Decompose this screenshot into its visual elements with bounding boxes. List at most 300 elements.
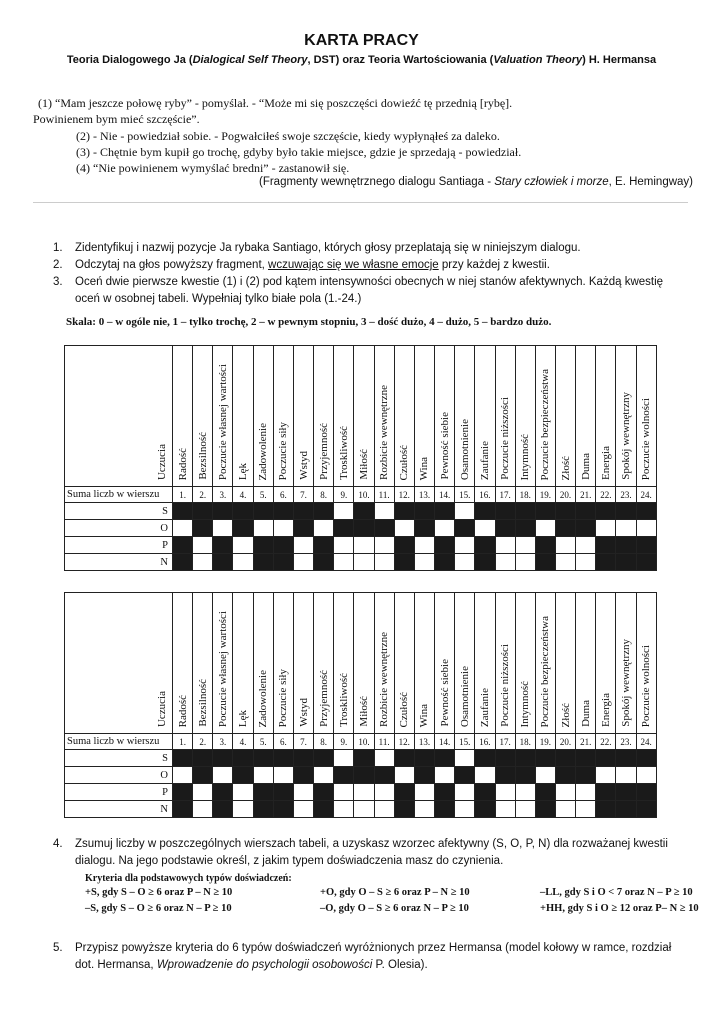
rating-cell[interactable]: [374, 537, 394, 554]
feeling-header: Intymność: [515, 593, 535, 734]
shaded-cell: [535, 750, 555, 767]
shaded-cell: [273, 784, 293, 801]
rating-cell[interactable]: [495, 537, 515, 554]
item-number: 3.: [213, 487, 233, 503]
item-number: 14.: [435, 487, 455, 503]
rating-cell[interactable]: [334, 801, 354, 818]
quote-line-4: (3) - Chętnie bym kupił go trochę, gdyby było takie miejsce, gdzie je sprzedają - powiedział.: [76, 145, 522, 159]
rating-cell[interactable]: [334, 537, 354, 554]
feeling-header: Spokój wewnętrzny: [616, 593, 636, 734]
rating-cell[interactable]: [455, 537, 475, 554]
rating-cell[interactable]: [576, 801, 596, 818]
shaded-cell: [394, 537, 414, 554]
feeling-header: Zaufanie: [475, 593, 495, 734]
shaded-cell: [213, 801, 233, 818]
shaded-cell: [435, 554, 455, 571]
rating-cell[interactable]: [334, 503, 354, 520]
feeling-header: Wina: [414, 593, 434, 734]
rating-cell[interactable]: [193, 784, 213, 801]
item-number: 20.: [555, 487, 575, 503]
feeling-header: Poczucie siły: [273, 346, 293, 487]
page-subtitle: Teoria Dialogowego Ja (Dialogical Self Theory, DST) oraz Teoria Wartościowania (Valuation Theory) H. Hermansa: [66, 54, 657, 66]
shaded-cell: [314, 554, 334, 571]
item-number: 4.: [233, 734, 253, 750]
feeling-header: Zadowolenie: [253, 593, 273, 734]
shaded-cell: [576, 767, 596, 784]
feeling-header: Złość: [555, 593, 575, 734]
shaded-cell: [314, 537, 334, 554]
rating-cell[interactable]: [414, 801, 434, 818]
criteria-col-3: –LL, gdy S i O < 7 oraz N – P ≥ 10 +HH, gdy S i O ≥ 12 oraz P– N ≥ 10: [540, 887, 699, 914]
item-number: 24.: [636, 734, 656, 750]
row-label-O: O: [65, 767, 173, 784]
feeling-header: Miłość: [354, 593, 374, 734]
shaded-cell: [455, 520, 475, 537]
shaded-cell: [555, 503, 575, 520]
shaded-cell: [515, 503, 535, 520]
rating-cell[interactable]: [394, 520, 414, 537]
shaded-cell: [253, 503, 273, 520]
feeling-header: Miłość: [354, 346, 374, 487]
rating-cell[interactable]: [334, 784, 354, 801]
shaded-cell: [475, 750, 495, 767]
row-label-N: N: [65, 801, 173, 818]
rating-cell[interactable]: [596, 767, 616, 784]
shaded-cell: [435, 537, 455, 554]
rating-cell[interactable]: [636, 520, 656, 537]
quote-source: (Fragmenty wewnętrznego dialogu Santiaga - Stary człowiek i morze, E. Hemingway): [259, 176, 693, 188]
shaded-cell: [414, 750, 434, 767]
rating-cell[interactable]: [374, 801, 394, 818]
shaded-cell: [455, 767, 475, 784]
sum-label: Suma liczb w wierszu: [65, 734, 173, 750]
rating-cell[interactable]: [515, 784, 535, 801]
item-number: 2.: [193, 734, 213, 750]
feeling-header: Rozbicie wewnętrzne: [374, 346, 394, 487]
rating-cell[interactable]: [576, 554, 596, 571]
shaded-cell: [173, 554, 193, 571]
feeling-header: Troskliwość: [334, 593, 354, 734]
rating-cell[interactable]: [374, 750, 394, 767]
feeling-header: Poczucie niższości: [495, 593, 515, 734]
feeling-header: Osamotnienie: [455, 346, 475, 487]
rating-cell[interactable]: [293, 537, 313, 554]
quote-line-3: (2) - Nie - powiedział sobie. - Pogwałciłeś swoje szczęście, kiedy wypłynąłeś za daleko.: [76, 129, 500, 143]
item-number: 18.: [515, 487, 535, 503]
rating-cell[interactable]: [495, 784, 515, 801]
shaded-cell: [253, 537, 273, 554]
shaded-cell: [596, 537, 616, 554]
shaded-cell: [555, 767, 575, 784]
feeling-header: Wstyd: [293, 346, 313, 487]
rating-cell[interactable]: [576, 784, 596, 801]
rating-cell[interactable]: [414, 537, 434, 554]
feeling-header: Rozbicie wewnętrzne: [374, 593, 394, 734]
item-number: 18.: [515, 734, 535, 750]
row-label-N: N: [65, 554, 173, 571]
item-number: 20.: [555, 734, 575, 750]
item-number: 14.: [435, 734, 455, 750]
feeling-header: Lęk: [233, 593, 253, 734]
feeling-header: Energia: [596, 346, 616, 487]
shaded-cell: [495, 520, 515, 537]
feeling-header: Poczucie siły: [273, 593, 293, 734]
feeling-header: Poczucie niższości: [495, 346, 515, 487]
shaded-cell: [354, 520, 374, 537]
shaded-cell: [475, 537, 495, 554]
shaded-cell: [475, 503, 495, 520]
item-number: 12.: [394, 487, 414, 503]
rating-cell[interactable]: [555, 784, 575, 801]
scale-legend: Skala: 0 – w ogóle nie, 1 – tylko trochę, 2 – w pewnym stopniu, 3 – dość dużo, 4 – dużo, 5 – bardzo dużo.: [66, 316, 552, 328]
rating-cell[interactable]: [374, 784, 394, 801]
item-number: 1.: [173, 734, 193, 750]
rating-cell[interactable]: [374, 554, 394, 571]
shaded-cell: [273, 801, 293, 818]
item-number: 8.: [314, 734, 334, 750]
rating-cell[interactable]: [233, 554, 253, 571]
feeling-header: Poczucie własnej wartości: [213, 346, 233, 487]
rating-cell[interactable]: [314, 767, 334, 784]
rating-cell[interactable]: [414, 784, 434, 801]
shaded-cell: [535, 784, 555, 801]
shaded-cell: [535, 801, 555, 818]
row-label-O: O: [65, 520, 173, 537]
shaded-cell: [173, 784, 193, 801]
feeling-header: Złość: [555, 346, 575, 487]
shaded-cell: [555, 520, 575, 537]
rating-cell[interactable]: [435, 520, 455, 537]
feeling-header: Wina: [414, 346, 434, 487]
item-number: 5.: [253, 487, 273, 503]
item-number: 13.: [414, 734, 434, 750]
shaded-cell: [576, 503, 596, 520]
shaded-cell: [636, 784, 656, 801]
shaded-cell: [273, 503, 293, 520]
rating-cell[interactable]: [253, 520, 273, 537]
shaded-cell: [616, 537, 636, 554]
shaded-cell: [253, 784, 273, 801]
shaded-cell: [273, 750, 293, 767]
item-number: 17.: [495, 734, 515, 750]
rating-cell[interactable]: [334, 554, 354, 571]
feeling-header: Poczucie bezpieczeństwa: [535, 593, 555, 734]
rating-cell[interactable]: [213, 767, 233, 784]
shaded-cell: [233, 503, 253, 520]
rating-cell[interactable]: [495, 554, 515, 571]
rating-cell[interactable]: [535, 767, 555, 784]
rating-cell[interactable]: [616, 520, 636, 537]
item-number: 2.: [193, 487, 213, 503]
item-number: 3.: [213, 734, 233, 750]
shaded-cell: [334, 520, 354, 537]
rating-cell[interactable]: [273, 520, 293, 537]
item-number: 13.: [414, 487, 434, 503]
item-number: 15.: [455, 734, 475, 750]
shaded-cell: [616, 784, 636, 801]
shaded-cell: [576, 520, 596, 537]
shaded-cell: [636, 503, 656, 520]
item-number: 9.: [334, 734, 354, 750]
shaded-cell: [314, 750, 334, 767]
feeling-header: Pewność siebie: [435, 346, 455, 487]
shaded-cell: [414, 520, 434, 537]
feeling-header: Przyjemność: [314, 593, 334, 734]
rating-cell[interactable]: [233, 537, 253, 554]
rating-cell[interactable]: [354, 801, 374, 818]
rating-cell[interactable]: [193, 801, 213, 818]
shaded-cell: [414, 503, 434, 520]
feeling-header: Zadowolenie: [253, 346, 273, 487]
shaded-cell: [616, 503, 636, 520]
item-number: 12.: [394, 734, 414, 750]
shaded-cell: [213, 503, 233, 520]
rating-cell[interactable]: [213, 520, 233, 537]
feeling-header: Poczucie bezpieczeństwa: [535, 346, 555, 487]
item-number: 11.: [374, 734, 394, 750]
item-number: 22.: [596, 487, 616, 503]
rating-cell[interactable]: [555, 537, 575, 554]
rating-cell[interactable]: [455, 801, 475, 818]
quote-line-5: (4) “Nie powinienem wymyślać bredni” - zastanowił się.: [76, 161, 350, 175]
feeling-header: Intymność: [515, 346, 535, 487]
shaded-cell: [233, 520, 253, 537]
rating-cell[interactable]: [253, 767, 273, 784]
rating-cell[interactable]: [475, 520, 495, 537]
criteria-heading: Kryteria dla podstawowych typów doświadczeń:: [85, 873, 292, 884]
rating-cell[interactable]: [435, 767, 455, 784]
shaded-cell: [173, 801, 193, 818]
rating-cell[interactable]: [455, 554, 475, 571]
item-number: 10.: [354, 487, 374, 503]
shaded-cell: [515, 767, 535, 784]
shaded-cell: [596, 784, 616, 801]
shaded-cell: [253, 554, 273, 571]
shaded-cell: [495, 750, 515, 767]
feeling-header: Poczucie własnej wartości: [213, 593, 233, 734]
rating-cell[interactable]: [555, 801, 575, 818]
shaded-cell: [535, 554, 555, 571]
shaded-cell: [213, 750, 233, 767]
feeling-header: Przyjemność: [314, 346, 334, 487]
shaded-cell: [636, 537, 656, 554]
rating-cell[interactable]: [515, 537, 535, 554]
rating-cell[interactable]: [173, 767, 193, 784]
item-number: 24.: [636, 487, 656, 503]
shaded-cell: [293, 767, 313, 784]
rating-table-2: [64, 592, 657, 818]
shaded-cell: [636, 750, 656, 767]
shaded-cell: [293, 520, 313, 537]
shaded-cell: [475, 784, 495, 801]
rating-table-1: [64, 345, 657, 571]
feeling-header: Duma: [576, 346, 596, 487]
item-number: 7.: [293, 487, 313, 503]
item-number: 17.: [495, 487, 515, 503]
shaded-cell: [273, 537, 293, 554]
feeling-header: Wstyd: [293, 593, 313, 734]
shaded-cell: [354, 503, 374, 520]
item-number: 4.: [233, 487, 253, 503]
item-number: 5.: [253, 734, 273, 750]
shaded-cell: [596, 801, 616, 818]
shaded-cell: [273, 554, 293, 571]
rating-cell[interactable]: [374, 503, 394, 520]
item-number: 16.: [475, 487, 495, 503]
shaded-cell: [414, 767, 434, 784]
shaded-cell: [515, 750, 535, 767]
rating-cell[interactable]: [596, 520, 616, 537]
shaded-cell: [596, 554, 616, 571]
item-number: 22.: [596, 734, 616, 750]
shaded-cell: [394, 554, 414, 571]
rating-cell[interactable]: [515, 801, 535, 818]
shaded-cell: [636, 554, 656, 571]
criteria-col-2: +O, gdy O – S ≥ 6 oraz P – N ≥ 10 –O, gdy O – S ≥ 6 oraz N – P ≥ 10: [320, 887, 470, 914]
rating-cell[interactable]: [475, 767, 495, 784]
shaded-cell: [213, 537, 233, 554]
shaded-cell: [576, 750, 596, 767]
rating-cell[interactable]: [636, 767, 656, 784]
row-label-S: S: [65, 750, 173, 767]
quote-line-2: Powinienem bym mieć szczęście”.: [33, 112, 200, 126]
row-label-P: P: [65, 784, 173, 801]
shaded-cell: [173, 537, 193, 554]
shaded-cell: [354, 767, 374, 784]
rating-cell[interactable]: [354, 554, 374, 571]
shaded-cell: [535, 503, 555, 520]
item-number: 15.: [455, 487, 475, 503]
feeling-header: Osamotnienie: [455, 593, 475, 734]
rating-cell[interactable]: [193, 537, 213, 554]
shaded-cell: [334, 767, 354, 784]
feeling-header: Poczucie wolności: [636, 346, 656, 487]
divider: [33, 202, 688, 203]
shaded-cell: [535, 537, 555, 554]
row-label-P: P: [65, 537, 173, 554]
shaded-cell: [435, 503, 455, 520]
rating-cell[interactable]: [273, 767, 293, 784]
rating-cell[interactable]: [455, 750, 475, 767]
item-number: 19.: [535, 487, 555, 503]
shaded-cell: [555, 750, 575, 767]
item-number: 16.: [475, 734, 495, 750]
rating-cell[interactable]: [173, 520, 193, 537]
rating-cell[interactable]: [455, 503, 475, 520]
rating-cell[interactable]: [354, 784, 374, 801]
shaded-cell: [314, 801, 334, 818]
item-number: 11.: [374, 487, 394, 503]
shaded-cell: [253, 750, 273, 767]
item-number: 6.: [273, 734, 293, 750]
rating-cell[interactable]: [414, 554, 434, 571]
sum-label: Suma liczb w wierszu: [65, 487, 173, 503]
feeling-header: Lęk: [233, 346, 253, 487]
uczucia-header: Uczucia: [65, 346, 173, 487]
item-number: 8.: [314, 487, 334, 503]
shaded-cell: [193, 750, 213, 767]
feeling-header: Radość: [173, 593, 193, 734]
rating-cell[interactable]: [354, 537, 374, 554]
shaded-cell: [495, 767, 515, 784]
rating-cell[interactable]: [616, 767, 636, 784]
rating-cell[interactable]: [394, 767, 414, 784]
rating-cell[interactable]: [293, 801, 313, 818]
feeling-header: Bezsilność: [193, 346, 213, 487]
shaded-cell: [616, 750, 636, 767]
rating-cell[interactable]: [535, 520, 555, 537]
rating-cell[interactable]: [293, 784, 313, 801]
quote-line-1: (1) “Mam jeszcze połowę ryby” - pomyślał. - “Może mi się poszczęści dowieźć tę przednią [rybę].: [38, 96, 513, 110]
shaded-cell: [314, 503, 334, 520]
rating-cell[interactable]: [233, 801, 253, 818]
rating-cell[interactable]: [334, 750, 354, 767]
shaded-cell: [475, 801, 495, 818]
item-number: 23.: [616, 487, 636, 503]
feeling-header: Pewność siebie: [435, 593, 455, 734]
shaded-cell: [314, 784, 334, 801]
rating-cell[interactable]: [555, 554, 575, 571]
rating-cell[interactable]: [576, 537, 596, 554]
feeling-header: Energia: [596, 593, 616, 734]
feeling-header: Duma: [576, 593, 596, 734]
shaded-cell: [394, 801, 414, 818]
shaded-cell: [173, 750, 193, 767]
rating-cell[interactable]: [233, 784, 253, 801]
rating-cell[interactable]: [314, 520, 334, 537]
shaded-cell: [293, 750, 313, 767]
feeling-header: Czułość: [394, 346, 414, 487]
shaded-cell: [293, 503, 313, 520]
shaded-cell: [636, 801, 656, 818]
shaded-cell: [435, 750, 455, 767]
uczucia-header: Uczucia: [65, 593, 173, 734]
shaded-cell: [435, 801, 455, 818]
feeling-header: Czułość: [394, 593, 414, 734]
feeling-header: Poczucie wolności: [636, 593, 656, 734]
feeling-header: Zaufanie: [475, 346, 495, 487]
rating-cell[interactable]: [515, 554, 535, 571]
rating-cell[interactable]: [293, 554, 313, 571]
feeling-header: Radość: [173, 346, 193, 487]
shaded-cell: [374, 767, 394, 784]
shaded-cell: [435, 784, 455, 801]
item-number: 23.: [616, 734, 636, 750]
shaded-cell: [354, 750, 374, 767]
page-title: KARTA PRACY: [304, 32, 419, 49]
item-number: 7.: [293, 734, 313, 750]
row-label-S: S: [65, 503, 173, 520]
item-number: 6.: [273, 487, 293, 503]
item-number: 9.: [334, 487, 354, 503]
shaded-cell: [394, 750, 414, 767]
shaded-cell: [475, 554, 495, 571]
shaded-cell: [193, 767, 213, 784]
shaded-cell: [213, 554, 233, 571]
shaded-cell: [253, 801, 273, 818]
shaded-cell: [616, 801, 636, 818]
rating-cell[interactable]: [193, 554, 213, 571]
shaded-cell: [374, 520, 394, 537]
shaded-cell: [394, 784, 414, 801]
feeling-header: Spokój wewnętrzny: [616, 346, 636, 487]
shaded-cell: [515, 520, 535, 537]
rating-cell[interactable]: [455, 784, 475, 801]
shaded-cell: [596, 503, 616, 520]
feeling-header: Bezsilność: [193, 593, 213, 734]
shaded-cell: [193, 503, 213, 520]
rating-cell[interactable]: [495, 801, 515, 818]
